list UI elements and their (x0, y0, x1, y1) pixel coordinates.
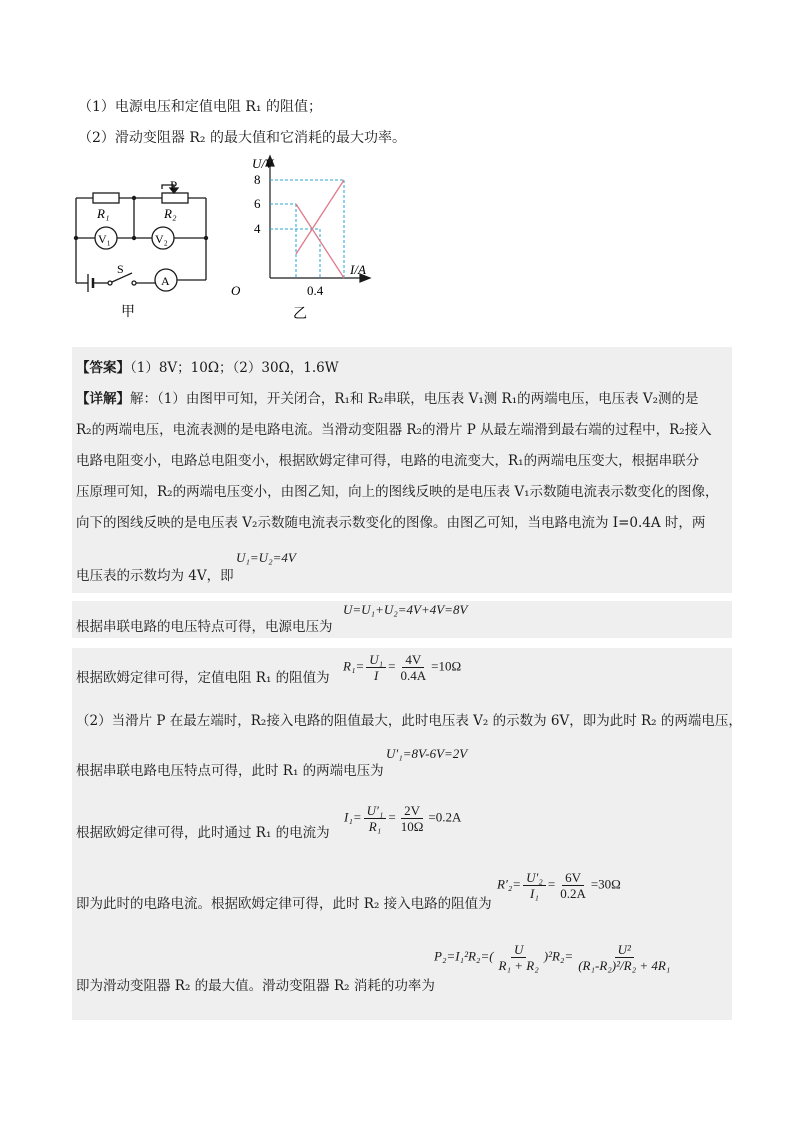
r2-f2-num: 6V (562, 870, 584, 886)
slider-p-label: P (170, 178, 178, 193)
circuit-caption: 甲 (121, 305, 135, 320)
detail-line-2: R₂的两端电压，电流表测的是电路电流。当滑动变阻器 R₂的滑片 P 从最左端滑到最右端的过程中，R₂接入 (76, 422, 712, 438)
r2-result: =30Ω (590, 876, 621, 892)
r2-lhs: R′₂= (497, 876, 522, 892)
v2-label: V₂ (155, 232, 168, 246)
y-tick-6: 6 (254, 196, 261, 211)
ammeter-label: A (161, 274, 170, 288)
v1-label: V₁ (98, 232, 111, 246)
graph-caption: 乙 (293, 307, 307, 322)
question-1: （1）电源电压和定值电阻 R₁ 的阻值； (78, 99, 322, 115)
i1-result: =0.2A (428, 809, 462, 825)
u-i-graph (226, 150, 386, 325)
r2-eq: = (547, 876, 556, 892)
i1-lhs: I₁= (344, 809, 362, 825)
x-tick-0-4: 0.4 (307, 283, 324, 298)
r2-f1-den: I₁ (530, 886, 539, 901)
r2-label: R₂ (164, 206, 177, 221)
r1-result: =10Ω (431, 658, 462, 674)
r1-label: R₁ (97, 206, 110, 221)
r1-eq: = (388, 658, 396, 674)
r2-f2-den: 0.2A (560, 886, 586, 901)
switch-label: S (117, 262, 124, 276)
box-gap-2 (72, 638, 732, 648)
detail-line-4: 压原理可知，R₂的两端电压变小，由图乙知，向上的图线反映的是电压表 V₁示数随电流表示数变化的图像， (76, 484, 719, 500)
y-tick-4: 4 (254, 221, 261, 236)
math-u1-u2: U₁=U₂=4V (236, 550, 296, 565)
r1-f1-num: U₁ (366, 652, 386, 668)
guide-lines (270, 180, 344, 278)
math-source-voltage: U=U₁+U₂=4V+4V=8V (343, 602, 468, 617)
detail-line-7: 根据串联电路的电压特点可得，电源电压为 (76, 619, 333, 635)
detail-line-12: 即为此时的电路电流。根据欧姆定律可得，此时 R₂ 接入电路的阻值为 (76, 896, 492, 912)
detail-line-10: 根据串联电路电压特点可得，此时 R₁ 的两端电压为 (76, 763, 384, 779)
detail-label: 【详解】 (76, 391, 130, 407)
r1-lhs: R₁= (343, 658, 365, 674)
x-axis-label: I/A (350, 262, 366, 277)
circuit-diagram (66, 178, 216, 323)
y-tick-8: 8 (254, 172, 261, 187)
i1-f1-num: U′₁ (364, 803, 387, 819)
math-r2-prime (497, 870, 621, 901)
math-power-p2 (434, 942, 675, 973)
question-2: （2）滑动变阻器 R₂ 的最大值和它消耗的最大功率。 (78, 130, 406, 146)
origin-label: O (231, 283, 241, 298)
detail-line-8: 根据欧姆定律可得，定值电阻 R₁ 的阻值为 (76, 670, 330, 686)
i1-eq: = (388, 809, 396, 825)
r1-f1-den: I (374, 668, 379, 683)
p2-f2-num: U² (615, 942, 634, 958)
answer-label: 【答案】 (76, 360, 130, 376)
p2-mid: )²R₂= (543, 948, 574, 964)
p2-f1-den: R₁ + R₂ (498, 958, 539, 973)
math-r1 (343, 652, 461, 683)
r1-f2-num: 4V (402, 652, 424, 668)
y-axis-label: U/V (252, 156, 273, 171)
r1-f2-den: 0.4A (400, 668, 427, 683)
answer-text: （1）8V；10Ω；（2）30Ω，1.6W (130, 360, 339, 376)
detail-line-3: 电路电阻变小，电路总电阻变小，根据欧姆定律可得，电路的电流变大，R₁的两端电压变大，根据串联分 (76, 453, 700, 469)
math-u1-prime: U′₁=8V-6V=2V (386, 746, 468, 761)
detail-line-13: 即为滑动变阻器 R₂ 的最大值。滑动变阻器 R₂ 消耗的功率为 (76, 978, 435, 994)
detail-line-5: 向下的图线反映的是电压表 V₂示数随电流表示数变化的图像。由图乙可知，当电路电流为 I=0.4A 时，两 (76, 515, 706, 531)
p2-f1-num: U (511, 942, 526, 958)
resistor-r2 (162, 193, 188, 203)
detail-line-1 (76, 387, 699, 407)
box-gap-1 (72, 593, 732, 601)
r2-f1-num: U′₂ (523, 870, 546, 886)
detail-line-9: （2）当滑片 P 在最左端时，R₂接入电路的阻值最大，此时电压表 V₂ 的示数为 6V，即为此时 R₂ 的两端电压， (76, 713, 742, 729)
p2-f2-den: (R₁-R₂)²/R₂ + 4R₁ (578, 958, 671, 973)
i1-f2-den: 10Ω (400, 819, 424, 834)
math-i1 (344, 803, 461, 834)
detail-line-11: 根据欧姆定律可得，此时通过 R₁ 的电流为 (76, 825, 330, 841)
i1-f1-den: R₁ (368, 819, 382, 834)
resistor-r1 (93, 193, 119, 203)
i1-f2-num: 2V (401, 803, 423, 819)
detail-line-6: 电压表的示数均为 4V，即 (76, 568, 234, 584)
p2-lhs: P₂=I₁²R₂=( (434, 948, 494, 964)
detail-text-1: 解：（1）由图甲可知，开关闭合，R₁和 R₂串联，电压表 V₁测 R₁的两端电压，电压表 V₂测的是 (130, 391, 699, 407)
answer-line (76, 356, 339, 376)
